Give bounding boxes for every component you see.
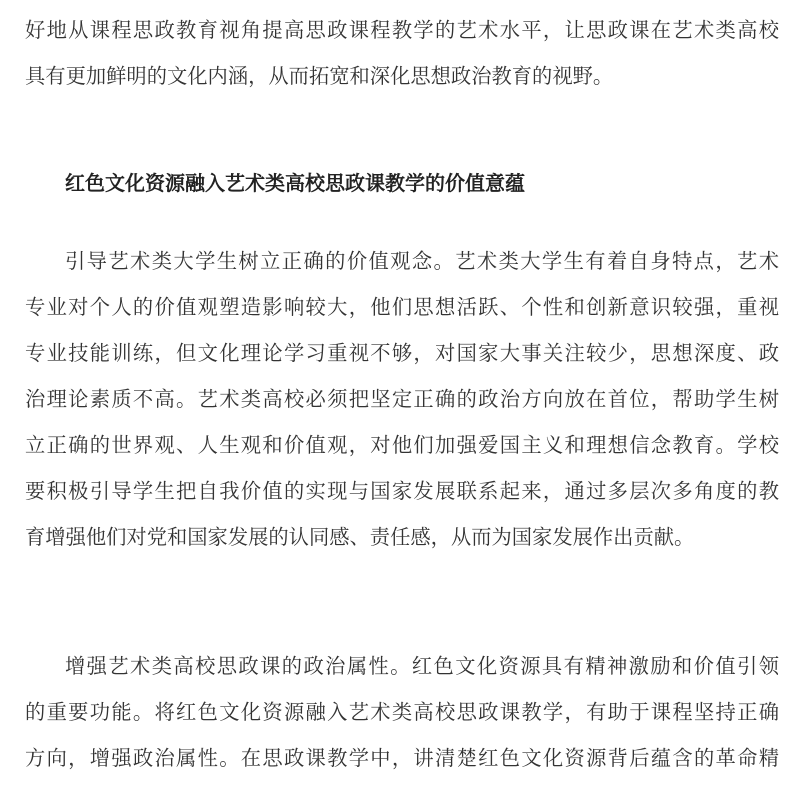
text-line: 引导艺术类大学生树立正确的价值观念。艺术类大学生有着自身特点，艺术 [65, 249, 779, 273]
text-line: 要积极引导学生把自我价值的实现与国家发展联系起来，通过多层次多角度的教 [25, 479, 779, 503]
section-heading: 红色文化资源融入艺术类高校思政课教学的价值意蕴 [65, 171, 525, 195]
text-line: 专业对个人的价值观塑造影响较大，他们思想活跃、个性和创新意识较强，重视 [25, 295, 779, 319]
text-line: 立正确的世界观、人生观和价值观，对他们加强爱国主义和理想信念教育。学校 [25, 433, 779, 457]
text-line: 治理论素质不高。艺术类高校必须把坚定正确的政治方向放在首位，帮助学生树 [25, 387, 779, 411]
text-line: 好地从课程思政教育视角提高思政课程教学的艺术水平，让思政课在艺术类高校 [25, 18, 779, 42]
text-line: 方向，增强政治属性。在思政课教学中，讲清楚红色文化资源背后蕴含的革命精 [25, 746, 779, 770]
text-line: 具有更加鲜明的文化内涵，从而拓宽和深化思想政治教育的视野。 [25, 64, 614, 88]
text-line: 育增强他们对党和国家发展的认同感、责任感，从而为国家发展作出贡献。 [25, 525, 695, 549]
text-line: 专业技能训练，但文化理论学习重视不够，对国家大事关注较少，思想深度、政 [25, 341, 779, 365]
text-line: 增强艺术类高校思政课的政治属性。红色文化资源具有精神激励和价值引领 [65, 654, 779, 678]
text-line: 的重要功能。将红色文化资源融入艺术类高校思政课教学，有助于课程坚持正确 [25, 700, 779, 724]
